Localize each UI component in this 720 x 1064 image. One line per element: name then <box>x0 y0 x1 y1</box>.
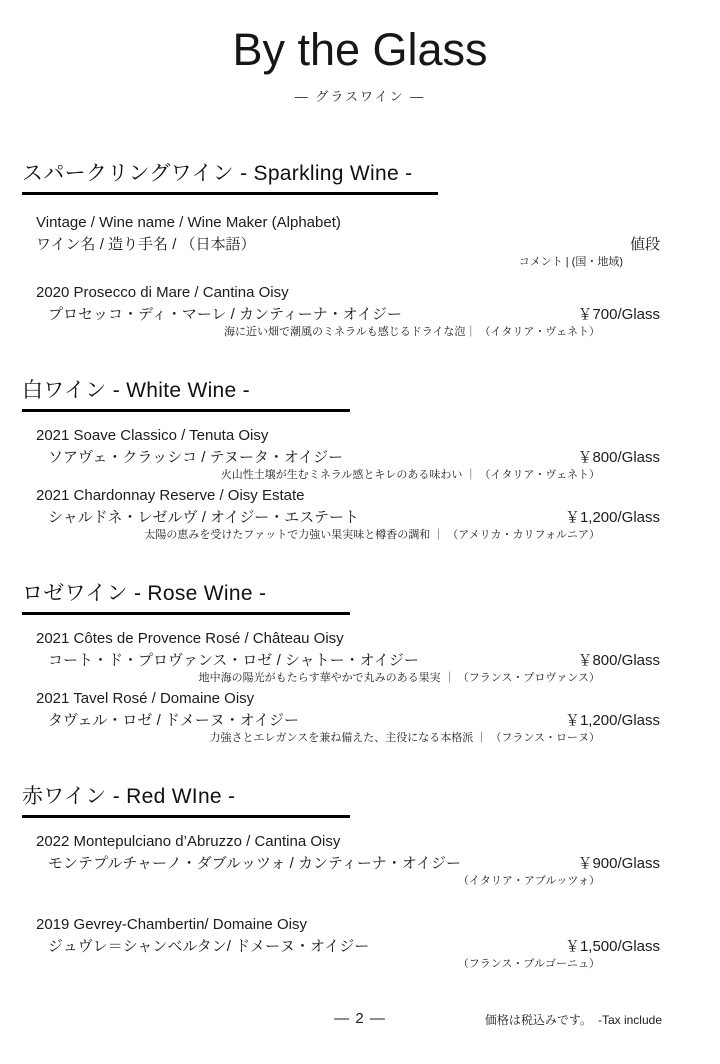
tax-note: 価格は税込みです。 -Tax include <box>484 1013 662 1027</box>
wine-name-en: 2021 Côtes de Provence Rosé / Château Oisy <box>36 630 344 647</box>
section-rule <box>22 409 350 412</box>
wine-entry <box>22 426 660 483</box>
wine-comment: 海に近い畑で潮風のミネラルも感じるドライな泡｜ （イタリア・ヴェネト） <box>224 326 600 338</box>
wine-name-jp: モンテプルチャーノ・ダブルッツォ / カンティーナ・オイジー <box>48 855 462 872</box>
page-subtitle: — グラスワイン — <box>294 89 426 104</box>
wine-entry <box>22 915 660 972</box>
wine-name-jp: ソアヴェ・クラッシコ / テヌータ・オイジー <box>48 449 344 466</box>
wine-entry <box>22 832 660 889</box>
footer <box>0 1010 720 1028</box>
section-rose <box>22 581 660 746</box>
section-rule <box>22 612 350 615</box>
section-red <box>22 784 660 972</box>
wine-name-en: 2021 Tavel Rosé / Domaine Oisy <box>36 690 255 707</box>
wine-name-en: 2022 Montepulciano d’Abruzzo / Cantina Oisy <box>36 833 341 850</box>
wine-entry <box>22 486 660 543</box>
wine-entry <box>22 689 660 746</box>
wine-entry <box>22 283 660 340</box>
legend <box>22 212 660 269</box>
wine-price: ￥800/Glass <box>577 652 660 669</box>
section-heading: ロゼワイン - Rose Wine - <box>22 582 267 605</box>
wine-price: ￥1,500/Glass <box>564 938 660 955</box>
wine-price: ￥800/Glass <box>577 449 660 466</box>
wine-name-jp: ジュヴレ＝シャンベルタン/ ドメーヌ・オイジー <box>48 938 370 955</box>
wine-region: （フランス・ブルゴーニュ） <box>457 958 600 970</box>
wine-entry <box>22 629 660 686</box>
page-title: By the Glass <box>232 24 488 75</box>
wine-name-jp: コート・ド・プロヴァンス・ロゼ / シャトー・オイジー <box>48 652 419 669</box>
wine-comment: 太陽の恵みを受けたファットで力強い果実味と樽香の調和 ｜ （アメリカ・カリフォルニア） <box>144 529 600 541</box>
wine-price: ￥1,200/Glass <box>564 712 660 729</box>
wine-price: ￥700/Glass <box>577 306 660 323</box>
wine-price: ￥900/Glass <box>577 855 660 872</box>
section-heading: 白ワイン - White Wine - <box>22 379 250 402</box>
section-heading: スパークリングワイン - Sparkling Wine - <box>22 162 413 185</box>
section-rule <box>22 192 438 195</box>
wine-name-en: 2021 Chardonnay Reserve / Oisy Estate <box>36 487 305 504</box>
wine-name-jp: タヴェル・ロゼ / ドメーヌ・オイジー <box>48 712 300 729</box>
wine-comment: 力強さとエレガンスを兼ね備えた、主役になる本格派 ｜ （フランス・ローヌ） <box>209 732 600 744</box>
wine-comment: 地中海の陽光がもたらす華やかで丸みのある果実 ｜ （フランス・プロヴァンス） <box>198 672 600 684</box>
wine-name-en: 2019 Gevrey-Chambertin/ Domaine Oisy <box>36 916 307 933</box>
page-number: — 2 — <box>334 1010 386 1027</box>
legend-format-jp: ワイン名 / 造り手名 / （日本語） <box>36 236 256 253</box>
menu-content <box>0 161 720 972</box>
section-sparkling <box>22 161 660 340</box>
wine-comment: 火山性土壌が生むミネラル感とキレのある味わい ｜ （イタリア・ヴェネト） <box>220 469 600 481</box>
section-heading: 赤ワイン - Red WIne - <box>22 785 236 808</box>
legend-format-en: Vintage / Wine name / Wine Maker (Alphabet) <box>36 214 341 231</box>
wine-name-en: 2020 Prosecco di Mare / Cantina Oisy <box>36 284 289 301</box>
wine-price: ￥1,200/Glass <box>564 509 660 526</box>
wine-name-jp: プロセッコ・ディ・マーレ / カンティーナ・オイジー <box>48 306 403 323</box>
legend-comment-label: コメント | (国・地域) <box>518 256 623 268</box>
section-white <box>22 378 660 543</box>
wine-region: （イタリア・アブルッツォ） <box>457 875 600 887</box>
wine-name-jp: シャルドネ・レゼルヴ / オイジー・エステート <box>48 509 360 526</box>
section-rule <box>22 815 350 818</box>
legend-price-label: 値段 <box>629 236 660 253</box>
wine-name-en: 2021 Soave Classico / Tenuta Oisy <box>36 427 269 444</box>
